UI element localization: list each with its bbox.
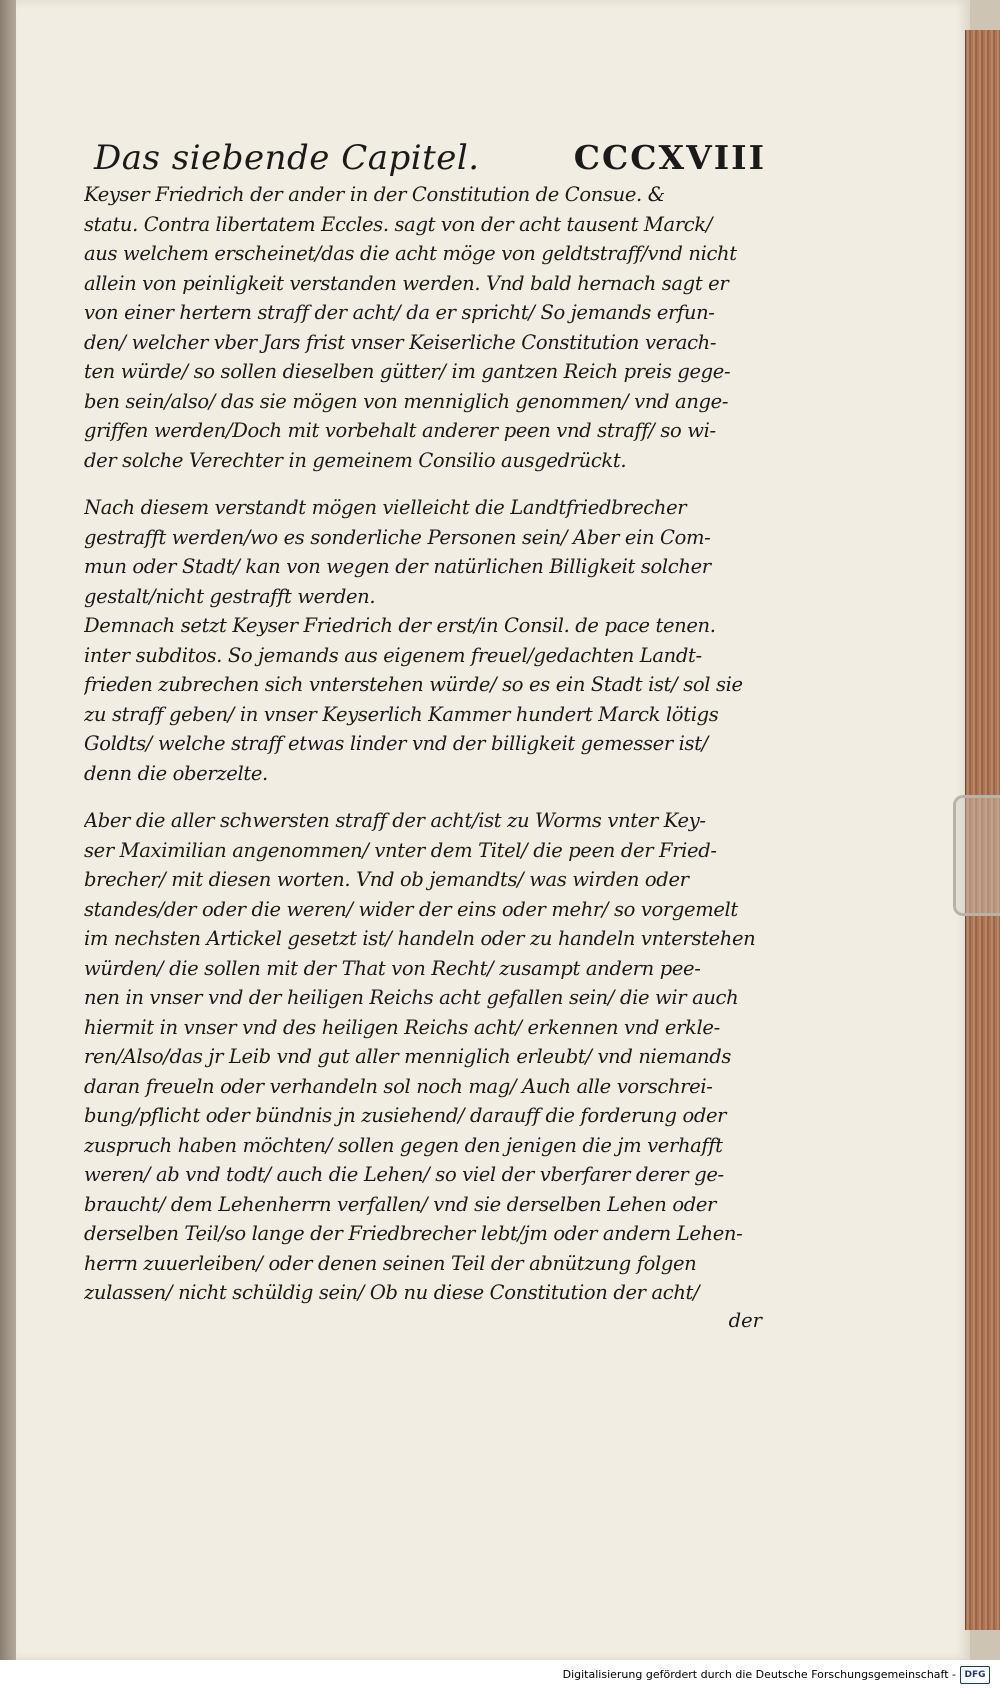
text-line: Goldts/ welche straff etwas linder vnd der billigkeit gemesser ist/ [84,732,708,755]
paragraph [84,806,764,1308]
text-line: herrn zuuerleiben/ oder denen seinen Teil der abnützung folgen [84,1251,697,1275]
text-line: ser Maximilian angenommen/ vnter dem Titel/ die peen der Fried- [84,838,717,862]
text-line: Aber die aller schwersten straff der acht/ist zu Worms vnter Key- [84,809,706,832]
text-line: Keyser Friedrich der ander in der Constitution de Consue. & [84,183,665,206]
text-line: ren/Also/das jr Leib vnd gut aller menniglich erleubt/ vnd niemands [84,1045,732,1068]
text-line: standes/der oder die weren/ wider der eins oder mehr/ so vorgemelt [84,897,738,921]
text-line: Nach diesem verstandt mögen vielleicht die Landtfriedbrecher [84,496,687,519]
text-line: bung/pflicht oder bündnis jn zusiehend/ darauff die forderung oder [84,1104,727,1127]
text-line: braucht/ dem Lehenherrn verfallen/ vnd sie derselben Lehen oder [84,1192,717,1216]
text-line: brecher/ mit diesen worten. Vnd ob jemandts/ was wirden oder [84,868,689,891]
book-clasp [953,795,1000,916]
text-block [84,138,764,1334]
text-line: im nechsten Artickel gesetzt ist/ handeln oder zu handeln vnterstehen [84,927,756,950]
text-line: denn die oberzelte. [84,761,268,785]
dfg-logo: DFG [960,1666,990,1684]
text-line: frieden zubrechen sich vnterstehen würde/ so es ein Stadt ist/ sol sie [84,673,743,696]
paragraph [84,180,764,475]
text-line: ten würde/ so sollen dieselben gütter/ im gantzen Reich preis gege- [84,360,731,383]
text-line: zu straff geben/ in vnser Keyserlich Kammer hundert Marck lötigs [84,702,719,726]
paragraph [84,493,764,788]
text-line: aus welchem erscheinet/das die acht möge von geldtstraff/vnd nicht [84,242,737,265]
text-line: hiermit in vnser vnd des heiligen Reichs acht/ erkennen vnd erkle- [84,1015,720,1039]
text-line: zuspruch haben möchten/ sollen gegen den jenigen die jm verhafft [84,1133,723,1157]
folio-number: CCCXVIII [573,138,766,177]
page-header [84,138,764,180]
text-line: gestrafft werden/wo es sonderliche Personen sein/ Aber ein Com- [84,525,711,549]
text-line: daran freueln oder verhandeln sol noch mag/ Auch alle vorschrei- [84,1074,713,1098]
text-line: zulassen/ nicht schüldig sein/ Ob nu diese Constitution der acht/ [84,1281,700,1304]
text-line: statu. Contra libertatem Eccles. sagt von der acht tausent Marck/ [84,212,713,236]
text-line: griffen werden/Doch mit vorbehalt anderer peen vnd straff/ so wi- [84,419,716,442]
text-line: derselben Teil/so lange der Friedbrecher lebt/jm oder andern Lehen- [84,1222,743,1245]
book-page [16,0,970,1660]
funding-credit: Digitalisierung gefördert durch die Deutsche Forschungsgemeinschaft - [562,1668,956,1681]
text-line: nen in vnser vnd der heiligen Reichs acht gefallen sein/ die wir auch [84,986,739,1009]
catchword: der [728,1308,762,1332]
text-line: mun oder Stadt/ kan von wegen der natürlichen Billigkeit solcher [84,555,711,578]
footer-bar [0,1660,1000,1690]
text-line: den/ welcher vber Jars frist vnser Keiserliche Constitution verach- [84,330,717,354]
text-line: würden/ die sollen mit der That von Recht/ zusampt andern pee- [84,956,701,980]
text-line: von einer hertern straff der acht/ da er spricht/ So jemands erfun- [84,301,715,324]
text-line: allein von peinligkeit verstanden werden. Vnd bald hernach sagt er [84,271,729,295]
chapter-title: Das siebende Capitel. [94,138,480,178]
text-line: Demnach setzt Keyser Friedrich der erst/in Consil. de pace tenen. [84,614,716,637]
text-line: gestalt/nicht gestrafft werden. [84,584,376,608]
text-line: ben sein/also/ das sie mögen von menniglich genommen/ vnd ange- [84,389,729,413]
text-line: der solche Verechter in gemeinem Consilio ausgedrückt. [84,448,627,472]
body-text [84,180,764,1308]
text-line: weren/ ab vnd todt/ auch die Lehen/ so viel der vberfarer derer ge- [84,1163,724,1186]
text-line: inter subditos. So jemands aus eigenem freuel/gedachten Landt- [84,643,702,667]
